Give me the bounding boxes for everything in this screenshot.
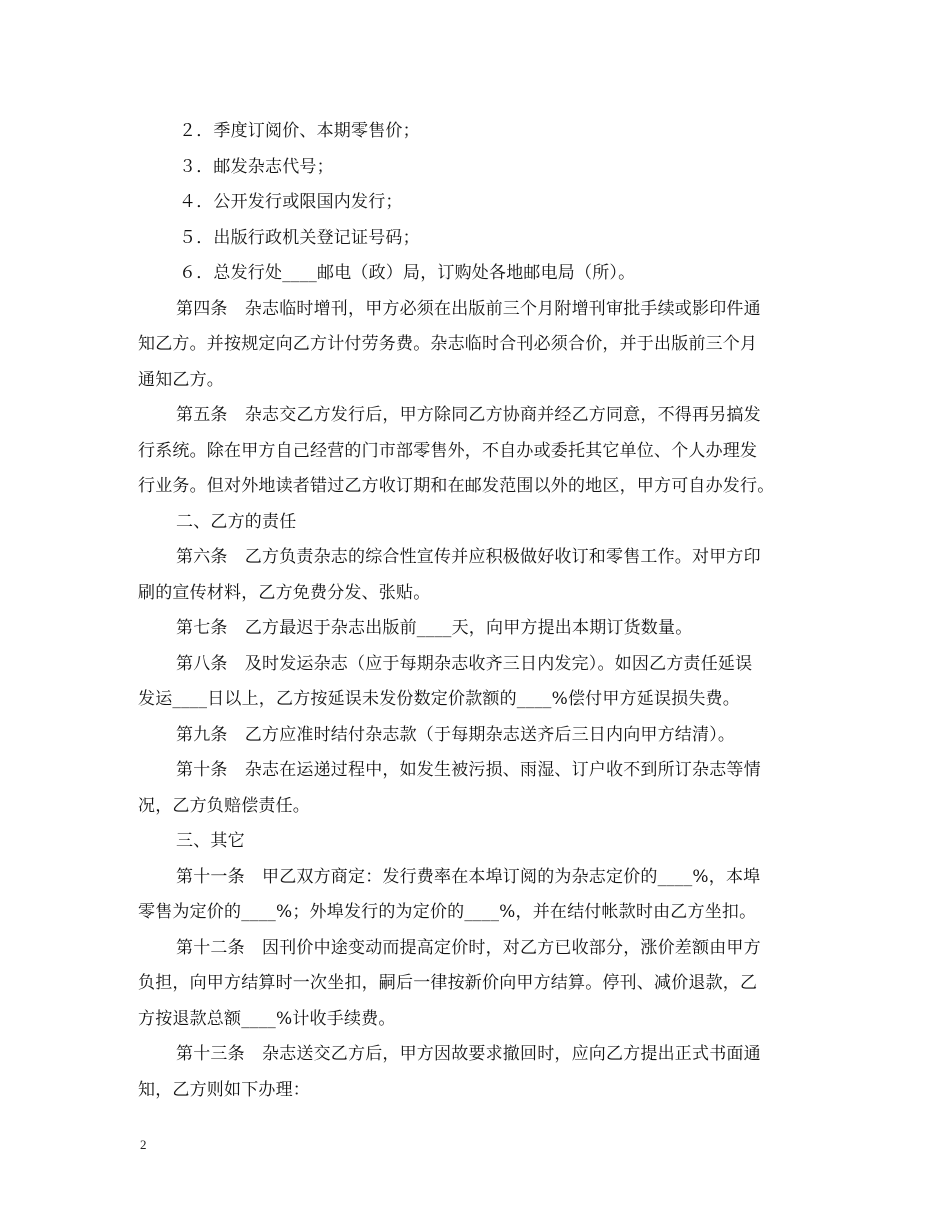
section-heading: 三、其它 [176,831,245,851]
article-5-text: 行业务。但对外地读者错过乙方收订期和在邮发范围以外的地区，甲方可自办发行。 [138,476,775,496]
article-7-text: 第七条 乙方最迟于杂志出版前____天，向甲方提出本期订货数量。 [176,618,693,638]
section-heading: 二、乙方的责任 [176,511,297,532]
article-11-text: 零售为定价的____%；外埠发行的为定价的____%，并在结付帐款时由乙方坐扣。 [138,902,757,922]
article-5-text: 行系统。除在甲方自己经营的门市部零售外，不自办或委托其它单位、个人办理发 [138,440,758,461]
article-4-text: 第四条 杂志临时增刊，甲方必须在出版前三个月附增刊审批手续或影印件通 [176,298,761,319]
article-10-text: 况，乙方负赔偿责任。 [138,795,310,816]
page-number: 2 [140,1137,147,1152]
article-8-text: 发运____日以上，乙方按延误未发份数定价款额的____%偿付甲方延误损失费。 [138,689,740,709]
list-item: ６．总发行处____邮电（政）局，订购处各地邮电局（所）。 [179,263,636,283]
article-13-text: 第十三条 杂志送交乙方后，甲方因故要求撤回时，应向乙方提出正式书面通 [176,1044,761,1064]
article-5-text: 第五条 杂志交乙方发行后，甲方除同乙方协商并经乙方同意，不得再另搞发 [176,405,761,425]
article-12-text: 负担，向甲方结算时一次坐扣，嗣后一律按新价向甲方结算。停刊、减价退款，乙 [138,973,758,993]
article-6-text: 刷的宣传材料，乙方免费分发、张贴。 [138,582,431,603]
list-item: ３．邮发杂志代号； [179,156,334,177]
article-6-text: 第六条 乙方负责杂志的综合性宣传并应积极做好收订和零售工作。对甲方印 [176,547,761,567]
document-body [138,114,822,1108]
article-4-text: 通知乙方。 [138,369,224,390]
article-12-text: 方按退款总额____%计收手续费。 [138,1008,396,1029]
article-10-text: 第十条 杂志在运递过程中，如发生被污损、雨湿、订户收不到所订杂志等情 [176,760,761,780]
list-item: ５．出版行政机关登记证号码； [179,227,420,248]
article-4-text: 知乙方。并按规定向乙方计付劳务费。杂志临时合刊必须合价，并于出版前三个月 [138,334,758,354]
article-12-text: 第十二条 因刊价中途变动而提高定价时，对乙方已收部分，涨价差额由甲方 [176,937,761,958]
article-13-text: 知，乙方则如下办理： [138,1079,310,1100]
article-9-text: 第九条 乙方应准时结付杂志款（于每期杂志送齐后三日内向甲方结清）。 [176,724,736,745]
list-item: ２．季度订阅价、本期零售价； [179,121,420,141]
article-11-text: 第十一条 甲乙双方商定：发行费率在本埠订阅的为杂志定价的____%，本埠 [176,866,761,887]
list-item: ４．公开发行或限国内发行； [179,192,403,212]
article-8-text: 第八条 及时发运杂志（应于每期杂志收齐三日内发完）。如因乙方责任延误 [176,653,753,674]
